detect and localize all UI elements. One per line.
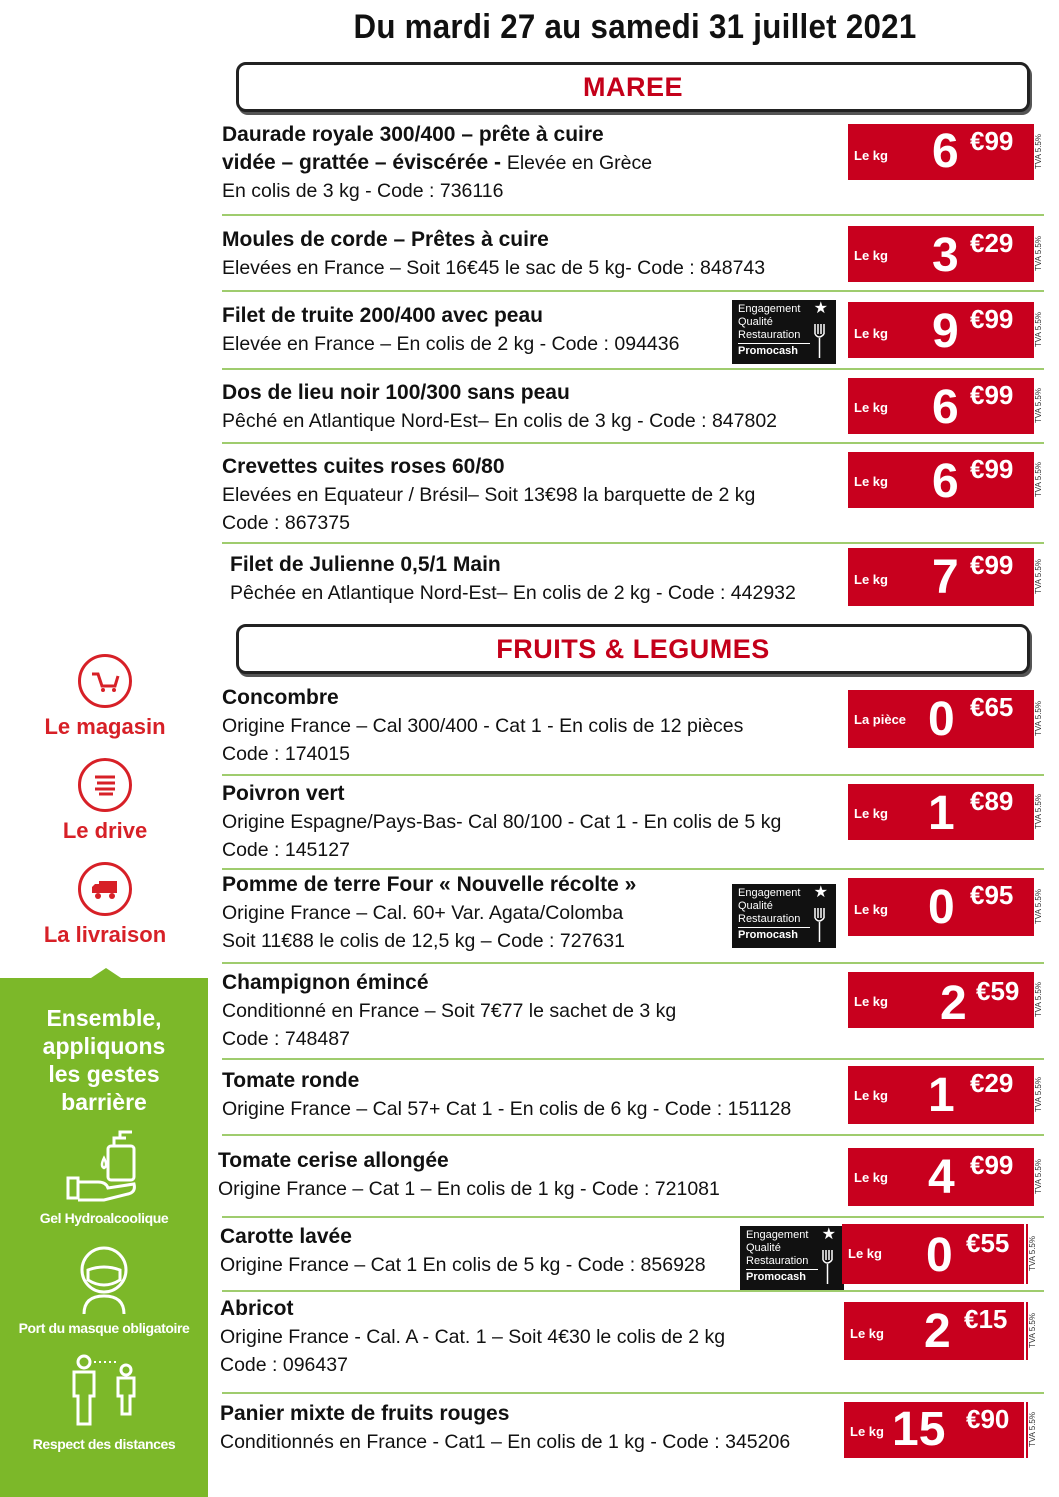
cart-icon [78, 654, 132, 708]
price-cents: €99 [970, 454, 1014, 484]
price-unit: Le kg [854, 148, 888, 163]
separator [222, 290, 1044, 292]
price-unit: Le kg [854, 902, 888, 917]
price-cents: €99 [970, 126, 1014, 156]
price-unit: Le kg [854, 806, 888, 821]
price-tag [842, 1224, 1024, 1284]
separator [222, 1058, 1044, 1060]
price-euros: 4 [928, 1151, 955, 1204]
eqr-badge: Engagement Qualité Restauration Promocash ★ [740, 1226, 844, 1290]
product-concombre: Concombre Origine France – Cal 300/400 - Cat 1 - En colis de 12 pièces Code : 174015 [222, 686, 744, 765]
price-unit: Le kg [850, 1424, 884, 1439]
price-euros: 15 [892, 1403, 946, 1456]
product-abricot: Abricot Origine France - Cal. A - Cat. 1 – Soit 4€30 le colis de 2 kg Code : 096437 [220, 1297, 726, 1376]
price-cents: €15 [964, 1304, 1008, 1334]
fork-icon [814, 324, 826, 358]
tva-label: TVA 5.5% [1032, 1148, 1050, 1206]
price-unit: Le kg [854, 1088, 888, 1103]
separator [222, 368, 1044, 370]
tva-label: TVA 5.5% [1032, 878, 1050, 936]
price-tag [848, 784, 1032, 840]
price-tag [848, 878, 1032, 936]
sidebar [0, 0, 210, 1497]
gesture-label: Port du masque obligatoire [18, 1320, 190, 1336]
tva-label: TVA 5.5% [1032, 226, 1050, 282]
price-euros: 0 [928, 881, 955, 934]
price-cents: €29 [970, 1068, 1014, 1098]
eqr-badge: Engagement Qualité Restauration Promocash ★ [732, 884, 836, 948]
tva-label: TVA 5.5% [1026, 1224, 1044, 1284]
tva-label: TVA 5.5% [1032, 378, 1050, 434]
product-daurade: Daurade royale 300/400 – prête à cuire vidée – grattée – éviscérée - Elevée en Grèce En colis de 3 kg - Code : 736116 [222, 123, 653, 202]
product-tomate-ronde: Tomate ronde Origine France – Cal 57+ Cat 1 - En colis de 6 kg - Code : 151128 [222, 1069, 792, 1120]
channel-label: La livraison [43, 922, 167, 947]
price-unit: Le kg [848, 1246, 882, 1261]
truck-icon [78, 862, 132, 916]
separator [222, 1216, 1044, 1218]
tva-label: TVA 5.5% [1026, 1302, 1044, 1360]
price-tag [844, 1302, 1024, 1360]
separator [222, 774, 1044, 776]
product-pomme-de-terre: Pomme de terre Four « Nouvelle récolte » Origine France – Cal. 60+ Var. Agata/Colomba Soit 11€88 le colis de 12,5 kg – Code : 727631 [222, 873, 637, 952]
price-unit: La pièce [854, 712, 907, 727]
tva-label: TVA 5.5% [1032, 690, 1050, 748]
price-tag [848, 1148, 1032, 1206]
price-tag [848, 452, 1032, 508]
price-unit: Le kg [854, 994, 888, 1009]
gestures-title: Ensemble, appliquons les gestes barrière [42, 1005, 166, 1115]
channel-drive [0, 758, 210, 844]
price-euros: 1 [928, 787, 955, 840]
price-unit: Le kg [854, 248, 888, 263]
price-tag [848, 548, 1032, 606]
tva-label: TVA 5.5% [1026, 1402, 1044, 1458]
tva-label: TVA 5.5% [1032, 784, 1050, 840]
fork-icon [822, 1250, 834, 1284]
price-euros: 0 [926, 1229, 953, 1282]
section-header-fruits-legumes [236, 624, 1030, 674]
channel-livraison [0, 862, 210, 948]
tva-label: TVA 5.5% [1032, 124, 1050, 180]
star-icon: ★ [813, 300, 828, 317]
price-tag [848, 378, 1032, 434]
star-icon: ★ [813, 884, 828, 901]
separator [222, 214, 1044, 216]
price-euros: 6 [932, 125, 959, 178]
tva-label: TVA 5.5% [1032, 302, 1050, 358]
product-carotte: Carotte lavée Origine France – Cat 1 En colis de 5 kg - Code : 856928 [220, 1225, 706, 1276]
separator [222, 1134, 1044, 1136]
product-crevettes: Crevettes cuites roses 60/80 Elevées en Equateur / Brésil– Soit 13€98 la barquette de 2 kg Code : 867375 [222, 455, 756, 534]
price-unit: Le kg [854, 474, 888, 489]
date-range-title: Du mardi 27 au samedi 31 juillet 2021 [353, 8, 917, 46]
section-header-maree [236, 62, 1030, 112]
tva-label: TVA 5.5% [1032, 1066, 1050, 1124]
price-euros: 6 [932, 381, 959, 434]
price-cents: €65 [970, 692, 1014, 722]
channel-label: Le drive [62, 818, 148, 843]
tva-label: TVA 5.5% [1032, 972, 1050, 1028]
price-euros: 1 [928, 1069, 955, 1122]
tva-label: TVA 5.5% [1032, 548, 1050, 606]
gesture-label: Respect des distances [32, 1436, 176, 1452]
price-tag [848, 302, 1032, 358]
price-unit: Le kg [854, 1170, 888, 1185]
price-unit: Le kg [854, 326, 888, 341]
separator [222, 962, 1044, 964]
section-title: MAREE [582, 71, 683, 102]
price-euros: 0 [928, 693, 955, 746]
price-tag [848, 972, 1032, 1028]
separator [222, 868, 1044, 870]
price-tag [844, 1402, 1024, 1458]
product-moules: Moules de corde – Prêtes à cuire Elevées en France – Soit 16€45 le sac de 5 kg- Code : 848743 [222, 228, 766, 279]
separator [222, 1290, 1044, 1292]
separator [222, 542, 1044, 544]
product-champignon: Champignon émincé Conditionné en France – Soit 7€77 le sachet de 3 kg Code : 748487 [222, 971, 677, 1050]
price-cents: €95 [970, 880, 1014, 910]
channel-magasin [0, 654, 210, 740]
price-cents: €99 [970, 380, 1014, 410]
eqr-badge: Engagement Qualité Restauration Promocash ★ [732, 300, 836, 364]
price-unit: Le kg [854, 572, 888, 587]
price-cents: €89 [970, 786, 1014, 816]
section-title: FRUITS & LEGUMES [496, 633, 770, 664]
channel-label: Le magasin [44, 714, 166, 739]
product-panier-fruits-rouges: Panier mixte de fruits rouges Conditionnés en France - Cat1 – En colis de 1 kg - Code : 345206 [220, 1402, 791, 1453]
face-mask-icon [54, 1240, 154, 1320]
price-euros: 2 [924, 1305, 951, 1358]
price-euros: 9 [932, 305, 959, 358]
fork-icon [814, 908, 826, 942]
product-filet-julienne: Filet de Julienne 0,5/1 Main Pêchée en Atlantique Nord-Est– En colis de 2 kg - Code : 442932 [230, 553, 796, 604]
product-dos-lieu-noir: Dos de lieu noir 100/300 sans peau Pêché en Atlantique Nord-Est– En colis de 3 kg - Code : 847802 [222, 381, 778, 432]
price-cents: €99 [970, 550, 1014, 580]
price-cents: €29 [970, 228, 1014, 258]
price-unit: Le kg [850, 1326, 884, 1341]
distance-icon [54, 1352, 154, 1432]
product-filet-truite: Filet de truite 200/400 avec peau Elevée en France – En colis de 2 kg - Code : 094436 [222, 304, 680, 355]
separator [222, 1392, 1044, 1394]
separator [222, 442, 1044, 444]
price-cents: €99 [970, 304, 1014, 334]
price-tag [848, 1066, 1032, 1124]
price-tag [848, 226, 1032, 282]
price-cents: €90 [966, 1404, 1010, 1434]
tva-label: TVA 5.5% [1032, 452, 1050, 508]
product-poivron-vert: Poivron vert Origine Espagne/Pays-Bas- Cal 80/100 - Cat 1 - En colis de 5 kg Code : 145127 [222, 782, 782, 861]
price-euros: 6 [932, 455, 959, 508]
price-euros: 7 [932, 551, 959, 604]
price-cents: €99 [970, 1150, 1014, 1180]
hand-sanitizer-icon [54, 1130, 154, 1210]
price-cents: €59 [976, 976, 1020, 1006]
price-cents: €55 [966, 1228, 1010, 1258]
drive-icon [78, 758, 132, 812]
price-euros: 2 [940, 977, 967, 1030]
price-tag [848, 690, 1032, 748]
product-tomate-cerise: Tomate cerise allongée Origine France – Cat 1 – En colis de 1 kg - Code : 721081 [218, 1149, 720, 1200]
price-unit: Le kg [854, 400, 888, 415]
price-euros: 3 [932, 229, 959, 282]
gesture-label: Gel Hydroalcoolique [39, 1210, 169, 1226]
price-tag [848, 124, 1032, 180]
star-icon: ★ [821, 1226, 836, 1243]
